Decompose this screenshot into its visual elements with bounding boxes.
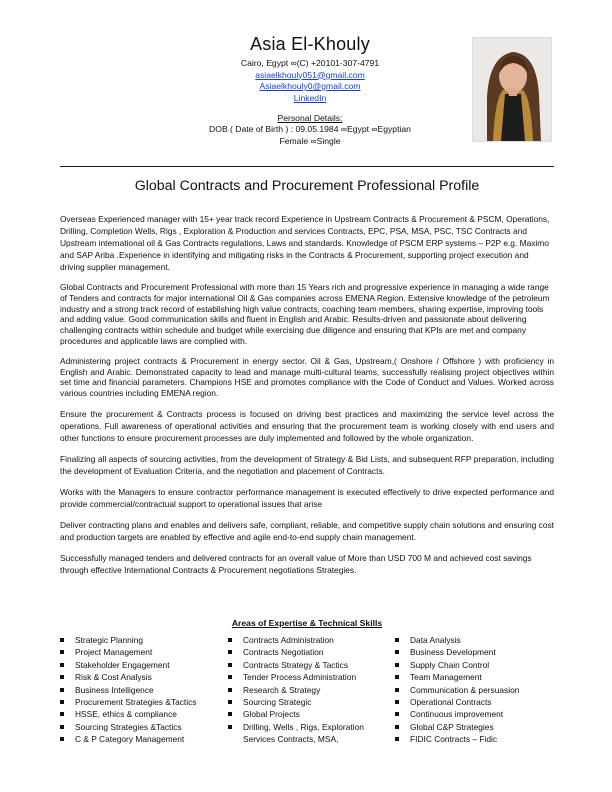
list-item: Contracts Strategy & Tactics	[228, 659, 398, 671]
list-item: Team Management	[395, 671, 555, 683]
bullet-icon	[60, 737, 64, 741]
linkedin-link[interactable]: LinkedIn	[293, 92, 327, 103]
dob-line: DOB ( Date of Birth ) : 09.05.1984 ∞Egypt ∞Egyptian	[209, 124, 411, 134]
bullet-icon	[60, 675, 64, 679]
list-item: Drilling, Wells , Rigs, Exploration Services Contracts, MSA,	[228, 721, 383, 746]
list-item: Continuous improvement	[395, 708, 555, 720]
bullet-icon	[60, 688, 64, 692]
bullet-icon	[395, 700, 399, 704]
portrait-icon	[473, 38, 551, 141]
bullet-icon	[395, 688, 399, 692]
list-item: Business Intelligence	[60, 684, 230, 696]
candidate-name: Asia El-Khouly	[250, 34, 370, 54]
paragraph-1: Overseas Experienced manager with 15+ year track record Experience in Upstream Contracts & Procurement & PSCM, Operations, Drilling, Completion Wells, Rigs , Exploration & Production and services Contracts, EPC, PSA, MSA, PSC, TSC Contracts and Upstream international oil & Gas Contracts regulations, Laws and standards. Knowledge of PSCM ERP systems – P2P e.g. Maximo and SAP Ariba .Experience in identifying and mitigating risks in the Contracts & Procurement, supporting project execution and driving supplier management.	[60, 214, 550, 272]
profile-title: Global Contracts and Procurement Professional Profile	[134, 178, 480, 194]
paragraph-5: Finalizing all aspects of sourcing activities, from the development of Strategy & Bid Lists, and subsequent RFP preparation, including the development of Evaluation Criteria, and the negotiation and placement of Contracts.	[60, 453, 554, 476]
email-link-2[interactable]: Asiaelkhouly0@gmail.com	[259, 81, 361, 91]
list-item: Research & Strategy	[228, 684, 398, 696]
list-item: Operational Contracts	[395, 696, 555, 708]
paragraph-6: Works with the Managers to ensure contractor performance management is executed effectively to drive expected performance and provide commercial/contractual support to operational issues that arise	[60, 486, 554, 509]
list-item: Global Projects	[228, 708, 398, 720]
skills-column-2	[228, 634, 398, 746]
bullet-icon	[395, 638, 399, 642]
list-item: Sourcing Strategies &Tactics	[60, 721, 230, 733]
list-item: Contracts Administration	[228, 634, 398, 646]
skills-column-1	[60, 634, 230, 746]
bullet-icon	[228, 650, 232, 654]
list-item: Communication & persuasion	[395, 684, 555, 696]
list-item: Contracts Negotiation	[228, 646, 398, 658]
profile-photo	[472, 37, 552, 142]
bullet-icon	[228, 688, 232, 692]
bullet-icon	[395, 675, 399, 679]
skills-heading: Areas of Expertise & Technical Skills	[231, 618, 383, 628]
bullet-icon	[60, 700, 64, 704]
paragraph-7: Deliver contracting plans and enables and delivers safe, compliant, reliable, and competitive supply chain solutions and ensuring cost and production targets are enabled by effective and agile end-to-end supply chain management.	[60, 519, 554, 542]
list-item: FIDIC Contracts – Fidic	[395, 733, 555, 745]
list-item: Procurement Strategies &Tactics	[60, 696, 230, 708]
personal-details-label: Personal Details:	[277, 113, 343, 123]
location-phone: Cairo, Egypt ∞(C) +20101-307-4791	[240, 58, 380, 68]
list-item: Sourcing Strategic	[228, 696, 398, 708]
list-item: Risk & Cost Analysis	[60, 671, 230, 683]
bullet-icon	[395, 663, 399, 667]
paragraph-8: Successfully managed tenders and delivered contracts for an overall value of More than USD 700 M and achieved cost savings through effective International Contracts & Procurement negotiations Strategies.	[60, 552, 532, 575]
bullet-icon	[228, 700, 232, 704]
bullet-icon	[228, 712, 232, 716]
list-item: C & P Category Management	[60, 733, 230, 745]
bullet-icon	[395, 650, 399, 654]
paragraph-2: Global Contracts and Procurement Professional with more than 15 Years rich and progressive experience in managing a wide range of Tenders and contracts for major international Oil & Gas companies across EMENA Region. Extensive knowledge of the petroleum industry and a strong track record of establishing high value contracts, coaching team members, sharing expertise, improving tools and adding value. Good communication skills and fluent in English and Arabic. Results-driven and passionate about delivering challenging contracts within schedule and budget while exercising due diligence and ensuring that KPIs are met and company procedures and applicable laws are complied with.	[60, 282, 550, 346]
bullet-icon	[60, 663, 64, 667]
bullet-icon	[60, 712, 64, 716]
list-item: Strategic Planning	[60, 634, 230, 646]
list-item: Business Development	[395, 646, 555, 658]
list-item: Project Management	[60, 646, 230, 658]
paragraph-4: Ensure the procurement & Contracts process is focused on driving best practices and maximizing the service level across the operations. Full awareness of operational activities and ensuring that the procurement team is working closely with end users and other functions to ensure procurement processes are duly implemented and followed by the whole organization.	[60, 408, 554, 443]
list-item: Global C&P Strategies	[395, 721, 555, 733]
gender-line: Female ∞Single	[279, 136, 341, 146]
bullet-icon	[228, 638, 232, 642]
paragraph-3: Administering project contracts & Procurement in energy sector. Oil & Gas, Upstream,( Onshore / Offshore ) with proficiency in English and Arabic. Demonstrated capacity to lead and manage multi-cultural teams, successfully realising project objectives within set time and financial parameters. Champions HSE and promotes compliance with the Code of Conduct and Values. Worked across various countries including EMENA region.	[60, 355, 554, 399]
list-item: Tender Process Administration	[228, 671, 398, 683]
bullet-icon	[228, 725, 232, 729]
skills-column-3	[395, 634, 555, 746]
bullet-icon	[228, 675, 232, 679]
list-item: Stakeholder Engagement	[60, 659, 230, 671]
bullet-icon	[395, 725, 399, 729]
bullet-icon	[60, 650, 64, 654]
header-divider	[60, 166, 554, 167]
bullet-icon	[60, 725, 64, 729]
list-item: Data Analysis	[395, 634, 555, 646]
header-block	[150, 34, 470, 147]
profile-body	[60, 213, 554, 585]
bullet-icon	[228, 663, 232, 667]
bullet-icon	[395, 737, 399, 741]
bullet-icon	[60, 638, 64, 642]
email-link-1[interactable]: asiaelkhouly051@gmail.com	[255, 69, 365, 80]
bullet-icon	[395, 712, 399, 716]
list-item: Supply Chain Control	[395, 659, 555, 671]
list-item: HSSE, ethics & compliance	[60, 708, 230, 720]
